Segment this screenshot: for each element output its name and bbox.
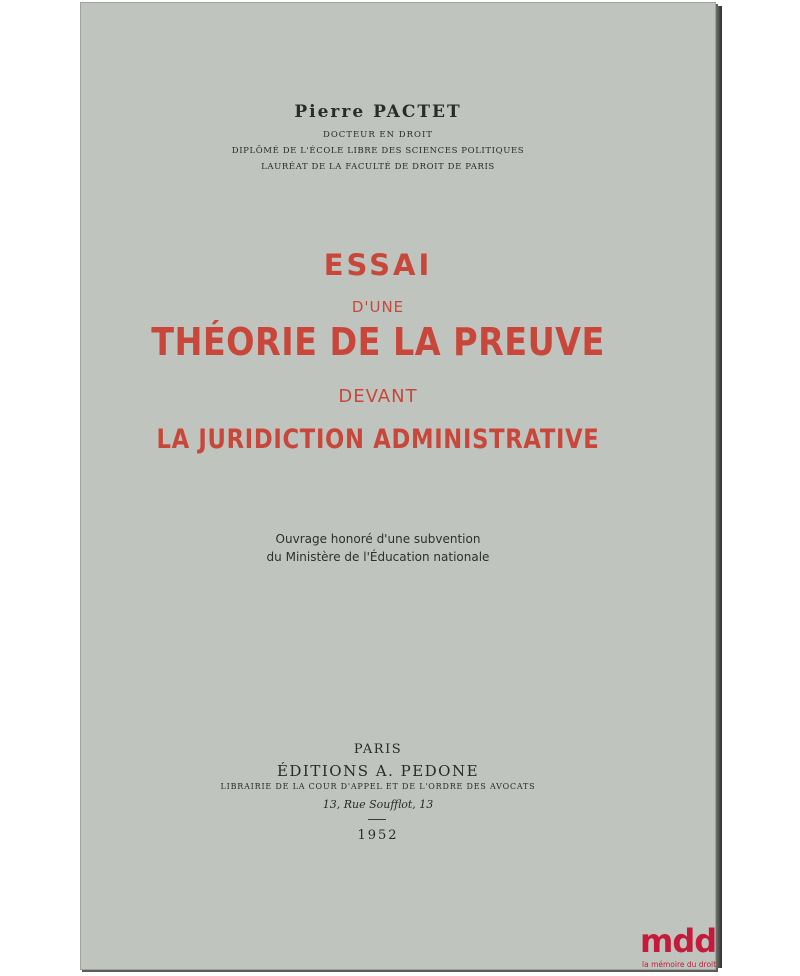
title-dune: D'UNE [351,298,405,316]
logo-tagline: la mémoire du droit [642,960,717,969]
author-name: Pierre PACTET [294,102,462,122]
author-credential-diploma: DIPLÔMÉ DE L'ÉCOLE LIBRE DES SCIENCES POLITIQUES [231,146,525,156]
title-devant: DEVANT [338,386,418,407]
publisher-description: LIBRAIRIE DE LA COUR D'APPEL ET DE L'ORDRE DES AVOCATS [220,782,536,791]
publisher-name: ÉDITIONS A. PEDONE [276,762,480,780]
divider [368,819,386,820]
publication-year: 1952 [357,828,399,843]
logo-text: mdd [640,922,717,960]
book-cover [80,2,716,970]
subsidy-note-line2: du Ministère de l'Éducation nationale [266,550,490,564]
author-credential-doctorate: DOCTEUR EN DROIT [323,130,433,140]
title-essai: ESSAI [323,248,433,282]
title-juridiction: LA JURIDICTION ADMINISTRATIVE [156,424,600,455]
publisher-address: 13, Rue Soufflot, 13 [322,798,434,811]
author-credential-laureate: LAURÉAT DE LA FACULTÉ DE DROIT DE PARIS [261,162,495,172]
title-theorie: THÉORIE DE LA PREUVE [151,320,605,364]
mdd-logo [640,922,790,972]
publisher-city: PARIS [353,742,403,757]
subsidy-note-line1: Ouvrage honoré d'une subvention [275,532,481,546]
